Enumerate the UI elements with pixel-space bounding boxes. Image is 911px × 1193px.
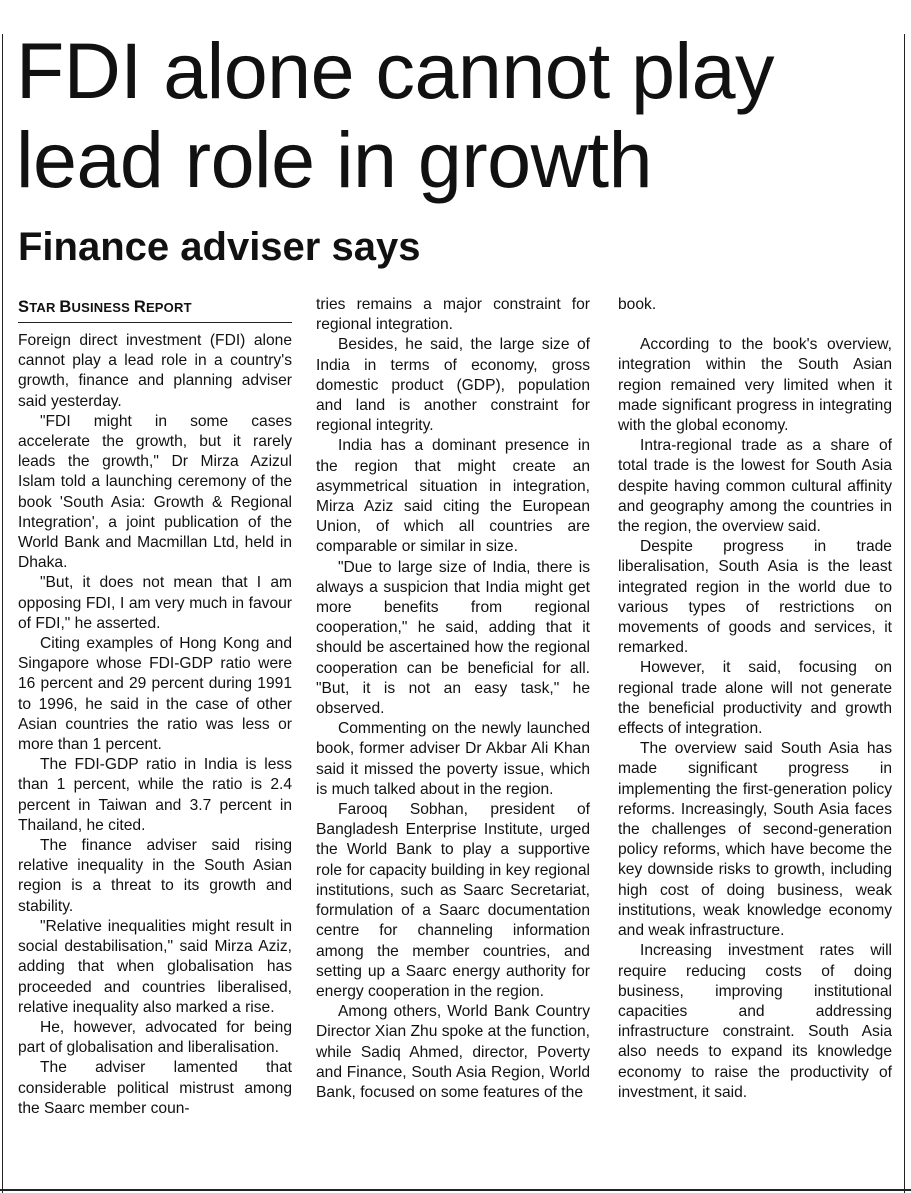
paragraph: According to the book's overview, integration within the South Asian region remained very limited when it made significant progress in integrating with the global economy. — [618, 336, 892, 435]
paragraph: "But, it does not mean that I am opposing FDI, I am very much in favour of FDI," he asserted. — [18, 574, 292, 632]
byline-initial-2: B — [59, 298, 72, 316]
paragraph: Besides, he said, the large size of India in terms of economy, gross domestic product (GDP), population and land is another constraint for regional integrity. — [316, 336, 590, 435]
byline-rest-1: TAR — [29, 300, 60, 315]
byline-rest-2: USINESS — [71, 300, 134, 315]
paragraph: India has a dominant presence in the region that might create an asymmetrical situation in integration, Mirza Aziz said citing the European Union, of which all countries are comparable or similar in size. — [316, 437, 590, 556]
subheadline: Finance adviser says — [18, 225, 421, 269]
paragraph: The adviser lamented that considerable political mistrust among the Saarc member coun- — [18, 1059, 292, 1117]
paragraph: Farooq Sobhan, president of Bangladesh Enterprise Institute, urged the World Bank to play a supportive role for capacity building in key regional institutions, such as Saarc Secretariat, formulation of a Saarc documentation centre for channeling information among the member countries, and setting up a Saarc energy authority for energy cooperation in the region. — [316, 801, 590, 1000]
byline-initial-1: S — [18, 298, 30, 316]
headline — [16, 26, 896, 204]
headline-line-2: lead role in growth — [16, 115, 653, 204]
paragraph: However, it said, focusing on regional trade alone will not generate the beneficial productivity and growth effects of integration. — [618, 659, 892, 738]
paragraph: Commenting on the newly launched book, former adviser Dr Akbar Ali Khan said it missed the poverty issue, which is much talked about in the region. — [316, 720, 590, 798]
byline-rest-3: EPORT — [145, 300, 192, 315]
frame-right-border — [904, 34, 905, 1193]
article-column-2 — [316, 295, 590, 1103]
paragraph: Foreign direct investment (FDI) alone cannot play a lead role in a country's growth, finance and planning adviser said yesterday. — [18, 332, 292, 410]
byline-initial-3: R — [133, 298, 146, 316]
article-column-3 — [618, 295, 892, 1103]
byline — [18, 296, 292, 318]
paragraph: Among others, World Bank Country Director Xian Zhu spoke at the function, while Sadiq Ahmed, director, Poverty and Finance, South Asia Region, World Bank, focused on some features of the — [316, 1003, 590, 1101]
paragraph: The finance adviser said rising relative inequality in the South Asian region is a threat to its growth and stability. — [18, 837, 292, 915]
paragraph: "Relative inequalities might result in social destabilisation," said Mirza Aziz, adding that when globalisation has proceeded and countries liberalised, relative inequality also marked a rise. — [18, 917, 292, 1016]
paragraph: tries remains a major constraint for regional integration. — [316, 296, 590, 334]
paragraph: The overview said South Asia has made significant progress in implementing the first-generation policy reforms. Increasingly, South Asia faces the challenges of second-generation policy reforms, which have become the key downside risks to growth, including high cost of doing business, weak institutions, weak knowledge economy and weak infrastructure. — [618, 740, 892, 940]
paragraph: Intra-regional trade as a share of total trade is the lowest for South Asia despite having common cultural affinity and geography among the countries in the region, the overview said. — [618, 437, 892, 536]
paragraph: "FDI might in some cases accelerate the growth, but it rarely leads the growth," Dr Mirza Azizul Islam told a launching ceremony of the book 'South Asia: Growth & Regional Integration', a joint publication of the World Bank and Macmillan Ltd, held in Dhaka. — [18, 412, 292, 572]
paragraph: Despite progress in trade liberalisation, South Asia is the least integrated region in the world due to various types of restrictions on movements of goods and services, it remarked. — [618, 538, 892, 657]
article-column-1 — [18, 296, 292, 1119]
paragraph: book. — [618, 296, 657, 313]
frame-bottom-border — [0, 1189, 911, 1191]
paragraph: "Due to large size of India, there is always a suspicion that India might get more benefits from regional cooperation," he said, adding that it should be ascertained how the regional cooperation can be beneficial for all. "But, it is not an easy task," he observed. — [316, 558, 590, 718]
byline-rule — [18, 322, 292, 323]
paragraph: Increasing investment rates will require reducing costs of doing business, improving institutional capacities and addressing infrastructure constraint. South Asia also needs to expand its knowledge economy to raise the productivity of investment, it said. — [618, 942, 892, 1101]
paragraph: He, however, advocated for being part of globalisation and liberalisation. — [18, 1018, 292, 1057]
headline-line-1: FDI alone cannot play — [16, 26, 775, 115]
paragraph: The FDI-GDP ratio in India is less than 1 percent, while the ratio is 2.4 percent in Taiwan and 3.7 percent in Thailand, he cited. — [18, 756, 292, 834]
frame-left-border — [2, 34, 3, 1193]
paragraph: Citing examples of Hong Kong and Singapore whose FDI-GDP ratio were 16 percent and 29 percent during 1991 to 1996, he said in the case of other Asian countries the ratio was less or more than 1 percent. — [18, 635, 292, 754]
